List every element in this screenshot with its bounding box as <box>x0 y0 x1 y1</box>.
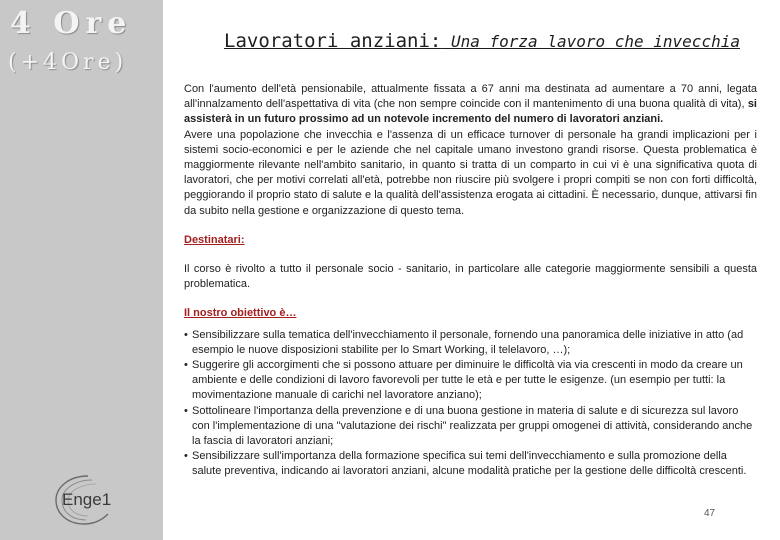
main-content <box>184 82 757 480</box>
course-duration-title: 4 Ore <box>10 6 133 41</box>
sidebar <box>0 0 163 540</box>
list-item: • Sottolineare l'importanza della prevenzione e di una buona gestione in materia di salute e di sicurezza sul lavoro con l'implementazione di una "valutazione dei rischi" realizzata per gruppi omogenei di attività, considerando anche la fascia di lavoratori anziani; <box>184 404 757 450</box>
enge1-logo <box>50 472 120 528</box>
list-item: • Sensibilizzare sulla tematica dell'invecchiamento il personale, fornendo una panoramica delle iniziative in atto (ad esempio le nuove disposizioni stabilite per lo Smart Working, il telelavoro, …); <box>184 328 757 358</box>
intro-paragraph-1 <box>184 82 757 128</box>
intro-highlight: si assisterà in un futuro prossimo ad un notevole incremento del numero di lavoratori anziani. <box>184 98 757 126</box>
page-title-sub: Una forza lavoro che invecchia <box>450 32 740 51</box>
page-title <box>224 30 740 52</box>
intro-paragraph-2: Avere una popolazione che invecchia e l'assenza di un efficace turnover di personale ha grandi implicazioni per i sistemi socio-economici e per le aziende che nel capitale umano investono grandi risorse. Questa problematica è maggiormente rilevante nell'ambito sanitario, in quanto si tratta di un comparto in cui vi è una significativa quota di lavoratori, che per motivi correlati all'età, potrebbe non riuscire più svolgere i propri compiti se non con forti difficoltà, peggiorando il proprio stato di salute e la qualità dell'assistenza erogata ai cittadini. È necessario, dunque, attivarsi fin da subito nella gestione e organizzazione di questo tema. <box>184 128 757 217</box>
obiettivo-list <box>184 328 757 480</box>
intro-text: Con l'aumento dell'età pensionabile, attualmente fissata a 67 anni ma destinata ad aumentare a 70 anni, legata all'innalzamento dell'aspettativa di vita (che non sempre coincide con il mantenimento di una buona qualità di vita), <box>184 83 757 111</box>
page-number: 47 <box>704 508 716 519</box>
destinatari-text: Il corso è rivolto a tutto il personale socio - sanitario, in particolare alle categorie maggiormente sensibili a questa problematica. <box>184 263 757 291</box>
logo-text: Enge1 <box>62 490 112 509</box>
course-duration-subtitle: (+4Ore) <box>8 50 128 75</box>
page-title-main: Lavoratori anziani: <box>224 30 442 52</box>
list-item: • Sensibilizzare sull'importanza della formazione specifica sui temi dell'invecchiamento e sulla promozione della salute preventiva, indicando ai lavoratori anziani, alcune modalità pratiche per la gestione delle difficoltà crescenti. <box>184 449 757 479</box>
destinatari-label: Destinatari: <box>184 233 245 246</box>
list-item: • Suggerire gli accorgimenti che si possono attuare per diminuire le difficoltà via via crescenti in modo da creare un ambiente e delle condizioni di lavoro favorevoli per tutte le età e per tutte le esigenze. (un esempio per tutti: la movimentazione manuale di carichi nel lavoratore anziano); <box>184 358 757 404</box>
obiettivo-label: Il nostro obiettivo è… <box>184 307 297 320</box>
